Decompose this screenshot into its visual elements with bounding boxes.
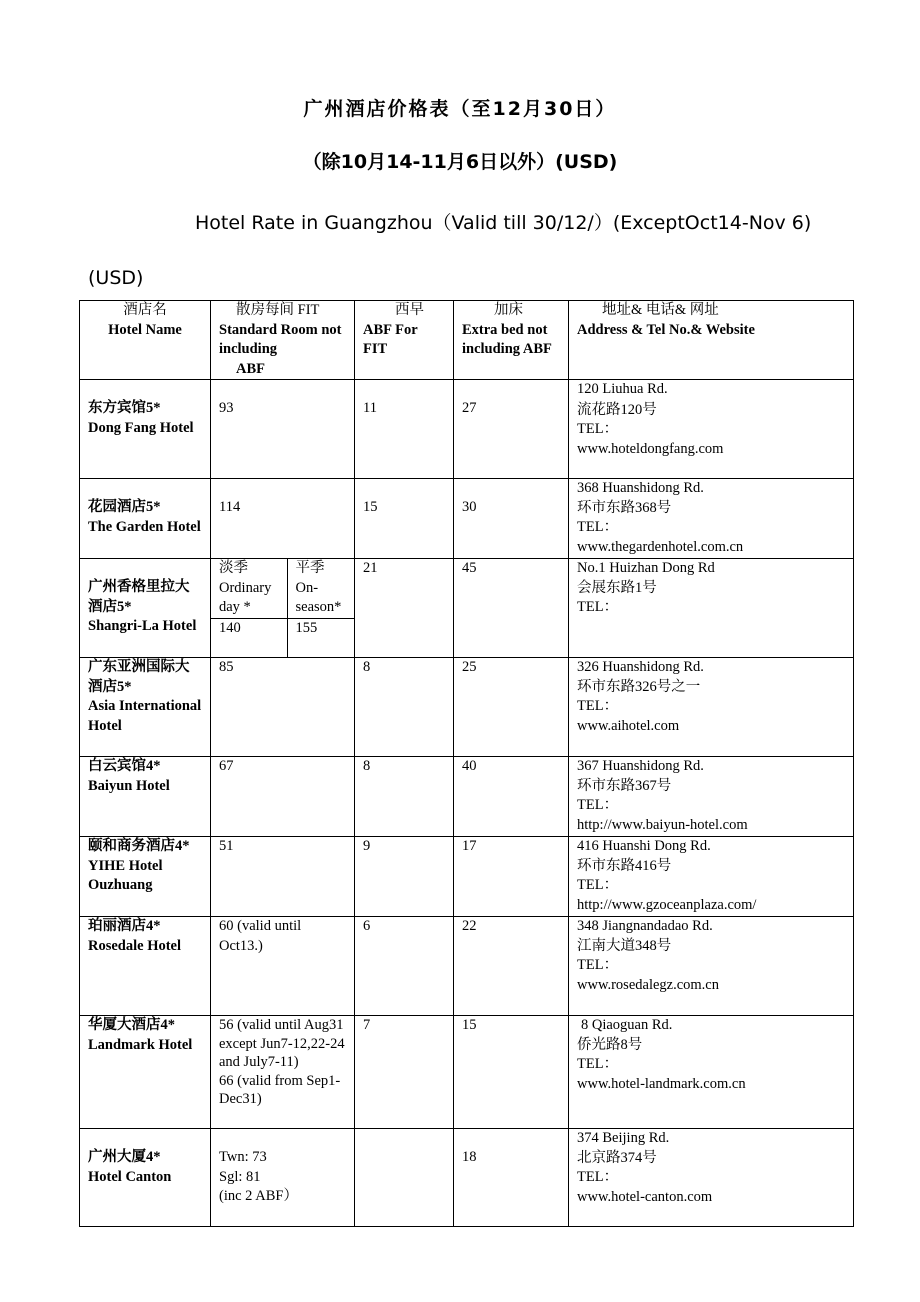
- room-rate-line2: 66 (valid from Sep1-Dec31): [219, 1072, 341, 1107]
- address-cn: 流花路120号: [577, 401, 657, 418]
- hotel-name-cell: [80, 837, 211, 917]
- abf-cell: 8: [355, 757, 454, 837]
- header-bed-cn: 加床: [494, 302, 523, 318]
- low-season-en: Ordinary day *: [219, 579, 272, 615]
- address-en: 368 Huanshidong Rd.: [577, 480, 704, 496]
- hotel-name-cell: [80, 917, 211, 1016]
- table-row: [80, 1129, 854, 1227]
- room-rate-line1: 56 (valid until Aug31 except Jun7-12,22-24 and July7-11): [219, 1017, 345, 1070]
- abf-cell: 21: [355, 559, 454, 658]
- header-extra-bed: [454, 301, 569, 380]
- header-room-en: Standard Room not including: [219, 321, 342, 357]
- header-address: [569, 301, 854, 380]
- room-rate-cell: 85: [211, 658, 355, 757]
- title-en: Hotel Rate in Guangzhou（Valid till 30/12/）(ExceptOct14-Nov 6)(USD): [88, 212, 812, 289]
- table-row: [80, 658, 854, 757]
- address-cn: 环市东路368号: [577, 499, 672, 516]
- hotel-name-cn: 广州大厦4*: [88, 1149, 161, 1165]
- abf-cell: 8: [355, 658, 454, 757]
- title-cn-line2: （除10月14-11月6日以外）(USD): [302, 151, 618, 173]
- header-abf: [355, 301, 454, 380]
- address-cn: 环市东路367号: [577, 777, 672, 794]
- tel-label: TEL：: [577, 519, 619, 535]
- room-rate-line2: Sgl: 81: [219, 1168, 261, 1185]
- address-cell: [569, 757, 854, 837]
- extra-bed-cell: 30: [454, 479, 569, 559]
- room-rate-cell: 67: [211, 757, 355, 837]
- extra-bed-cell: 45: [454, 559, 569, 658]
- header-room-en2: ABF: [236, 360, 265, 377]
- hotel-rate-table: [79, 300, 854, 1227]
- table-row: [80, 837, 854, 917]
- tel-label: TEL：: [577, 698, 619, 714]
- room-rate-cell: 114: [211, 479, 355, 559]
- abf-cell: 15: [355, 479, 454, 559]
- table-header-row: [80, 301, 854, 380]
- abf-cell: 6: [355, 917, 454, 1016]
- address-cn: 环市东路326号之一: [577, 678, 701, 695]
- hotel-name-en: Dong Fang Hotel: [88, 419, 194, 436]
- tel-label: TEL：: [577, 797, 619, 813]
- hotel-name-cn: 东方宾馆5*: [88, 400, 161, 416]
- high-season-rate: 155: [287, 618, 355, 657]
- address-cell: [569, 559, 854, 658]
- extra-bed-cell: 27: [454, 380, 569, 479]
- high-season-label: [287, 559, 355, 618]
- hotel-name-en: Hotel Canton: [88, 1168, 172, 1185]
- website[interactable]: www.hotel-canton.com: [577, 1188, 713, 1205]
- address-cn: 北京路374号: [577, 1149, 657, 1166]
- address-cn: 环市东路416号: [577, 857, 672, 874]
- room-rate-line1: Twn: 73: [219, 1149, 267, 1165]
- extra-bed-cell: 17: [454, 837, 569, 917]
- hotel-name-cn: 颐和商务酒店4*: [88, 838, 190, 854]
- header-abf-cn: 西早: [395, 302, 424, 318]
- tel-label: TEL：: [577, 957, 619, 973]
- room-rate-cell: 60 (valid until Oct13.): [211, 917, 355, 1016]
- hotel-name-cell: [80, 658, 211, 757]
- header-name-en: Hotel Name: [108, 321, 182, 338]
- tel-label: TEL：: [577, 877, 619, 893]
- table-row: [80, 1016, 854, 1129]
- table-row: [80, 559, 854, 658]
- address-cell: [569, 1016, 854, 1129]
- website[interactable]: www.hotel-landmark.com.cn: [577, 1075, 746, 1092]
- table-row: [80, 917, 854, 1016]
- hotel-name-en: YIHE Hotel Ouzhuang: [88, 857, 163, 893]
- address-cell: [569, 1129, 854, 1227]
- extra-bed-cell: 15: [454, 1016, 569, 1129]
- address-en: 326 Huanshidong Rd.: [577, 659, 704, 675]
- high-season-en: On-season*: [295, 579, 342, 615]
- address-cell: [569, 837, 854, 917]
- address-cell: [569, 658, 854, 757]
- high-season-cn: 平季: [295, 560, 325, 576]
- header-addr-cn: 地址& 电话& 网址: [602, 302, 719, 318]
- address-en: No.1 Huizhan Dong Rd: [577, 560, 715, 576]
- hotel-name-en: Rosedale Hotel: [88, 937, 182, 954]
- hotel-name-cn: 白云宾馆4*: [88, 758, 161, 774]
- hotel-name-cell: [80, 479, 211, 559]
- address-cell: [569, 917, 854, 1016]
- room-rate-cell: 51: [211, 837, 355, 917]
- hotel-name-cn: 广州香格里拉大酒店5*: [88, 579, 190, 615]
- hotel-name-cn: 广东亚洲国际大酒店5*: [88, 659, 190, 695]
- extra-bed-cell: 22: [454, 917, 569, 1016]
- website[interactable]: www.thegardenhotel.com.cn: [577, 538, 744, 555]
- address-en: 348 Jiangnandadao Rd.: [577, 918, 713, 934]
- tel-label: TEL：: [577, 599, 619, 615]
- abf-cell: 11: [355, 380, 454, 479]
- address-cn: 侨光路8号: [577, 1036, 643, 1053]
- room-rate-line3: (inc 2 ABF）: [219, 1188, 298, 1204]
- hotel-name-en: Landmark Hotel: [88, 1036, 193, 1053]
- address-en: 416 Huanshi Dong Rd.: [577, 838, 711, 854]
- address-en: 367 Huanshidong Rd.: [577, 758, 704, 774]
- table-row: [80, 757, 854, 837]
- address-en: 120 Liuhua Rd.: [577, 381, 668, 397]
- table-row: [80, 479, 854, 559]
- hotel-name-en: Baiyun Hotel: [88, 777, 170, 794]
- website[interactable]: http://www.baiyun-hotel.com: [577, 816, 748, 833]
- hotel-name-cell: [80, 380, 211, 479]
- extra-bed-cell: 25: [454, 658, 569, 757]
- room-rate-cell: 93: [211, 380, 355, 479]
- title-cn-line1: 广州酒店价格表（至12月30日）: [303, 98, 617, 120]
- address-cell: [569, 479, 854, 559]
- address-cell: [569, 380, 854, 479]
- abf-cell: 7: [355, 1016, 454, 1129]
- hotel-name-cell: [80, 1129, 211, 1227]
- header-name-cn: 酒店名: [123, 302, 167, 318]
- address-cn: 会展东路1号: [577, 579, 657, 596]
- website[interactable]: www.aihotel.com: [577, 717, 680, 734]
- header-addr-en: Address & Tel No.& Website: [577, 321, 755, 338]
- hotel-name-cn: 花园酒店5*: [88, 499, 161, 515]
- hotel-name-cell: [80, 559, 211, 658]
- hotel-name-cn: 珀丽酒店4*: [88, 918, 161, 934]
- address-cn: 江南大道348号: [577, 937, 672, 954]
- hotel-name-cell: [80, 757, 211, 837]
- website[interactable]: http://www.gzoceanplaza.com/: [577, 896, 757, 913]
- address-en: 374 Beijing Rd.: [577, 1130, 670, 1146]
- hotel-name-en: Shangri-La Hotel: [88, 618, 197, 634]
- low-season-cn: 淡季: [219, 560, 248, 576]
- low-season-label: [211, 559, 287, 618]
- hotel-name-cn: 华厦大酒店4*: [88, 1017, 175, 1033]
- tel-label: TEL：: [577, 1056, 619, 1072]
- table-row: [80, 380, 854, 479]
- hotel-name-en: Asia International Hotel: [88, 698, 202, 734]
- abf-cell: 9: [355, 837, 454, 917]
- room-rate-cell: [211, 1016, 355, 1129]
- room-rate-cell: [211, 559, 355, 658]
- season-rate-table: [211, 559, 355, 657]
- tel-label: TEL：: [577, 1169, 619, 1185]
- extra-bed-cell: 40: [454, 757, 569, 837]
- website[interactable]: www.rosedalegz.com.cn: [577, 976, 719, 993]
- website[interactable]: www.hoteldongfang.com: [577, 440, 724, 457]
- header-hotel-name: [80, 301, 211, 380]
- hotel-name-en: The Garden Hotel: [88, 518, 201, 535]
- header-abf-en: ABF For FIT: [363, 321, 418, 357]
- tel-label: TEL：: [577, 421, 619, 437]
- abf-cell: [355, 1129, 454, 1227]
- address-en: 8 Qiaoguan Rd.: [581, 1017, 673, 1033]
- header-bed-en: Extra bed not including ABF: [462, 321, 552, 357]
- header-room-cn: 散房每间 FIT: [236, 302, 320, 318]
- room-rate-cell: [211, 1129, 355, 1227]
- extra-bed-cell: 18: [454, 1129, 569, 1227]
- hotel-name-cell: [80, 1016, 211, 1129]
- header-room-rate: [211, 301, 355, 380]
- low-season-rate: 140: [211, 618, 287, 657]
